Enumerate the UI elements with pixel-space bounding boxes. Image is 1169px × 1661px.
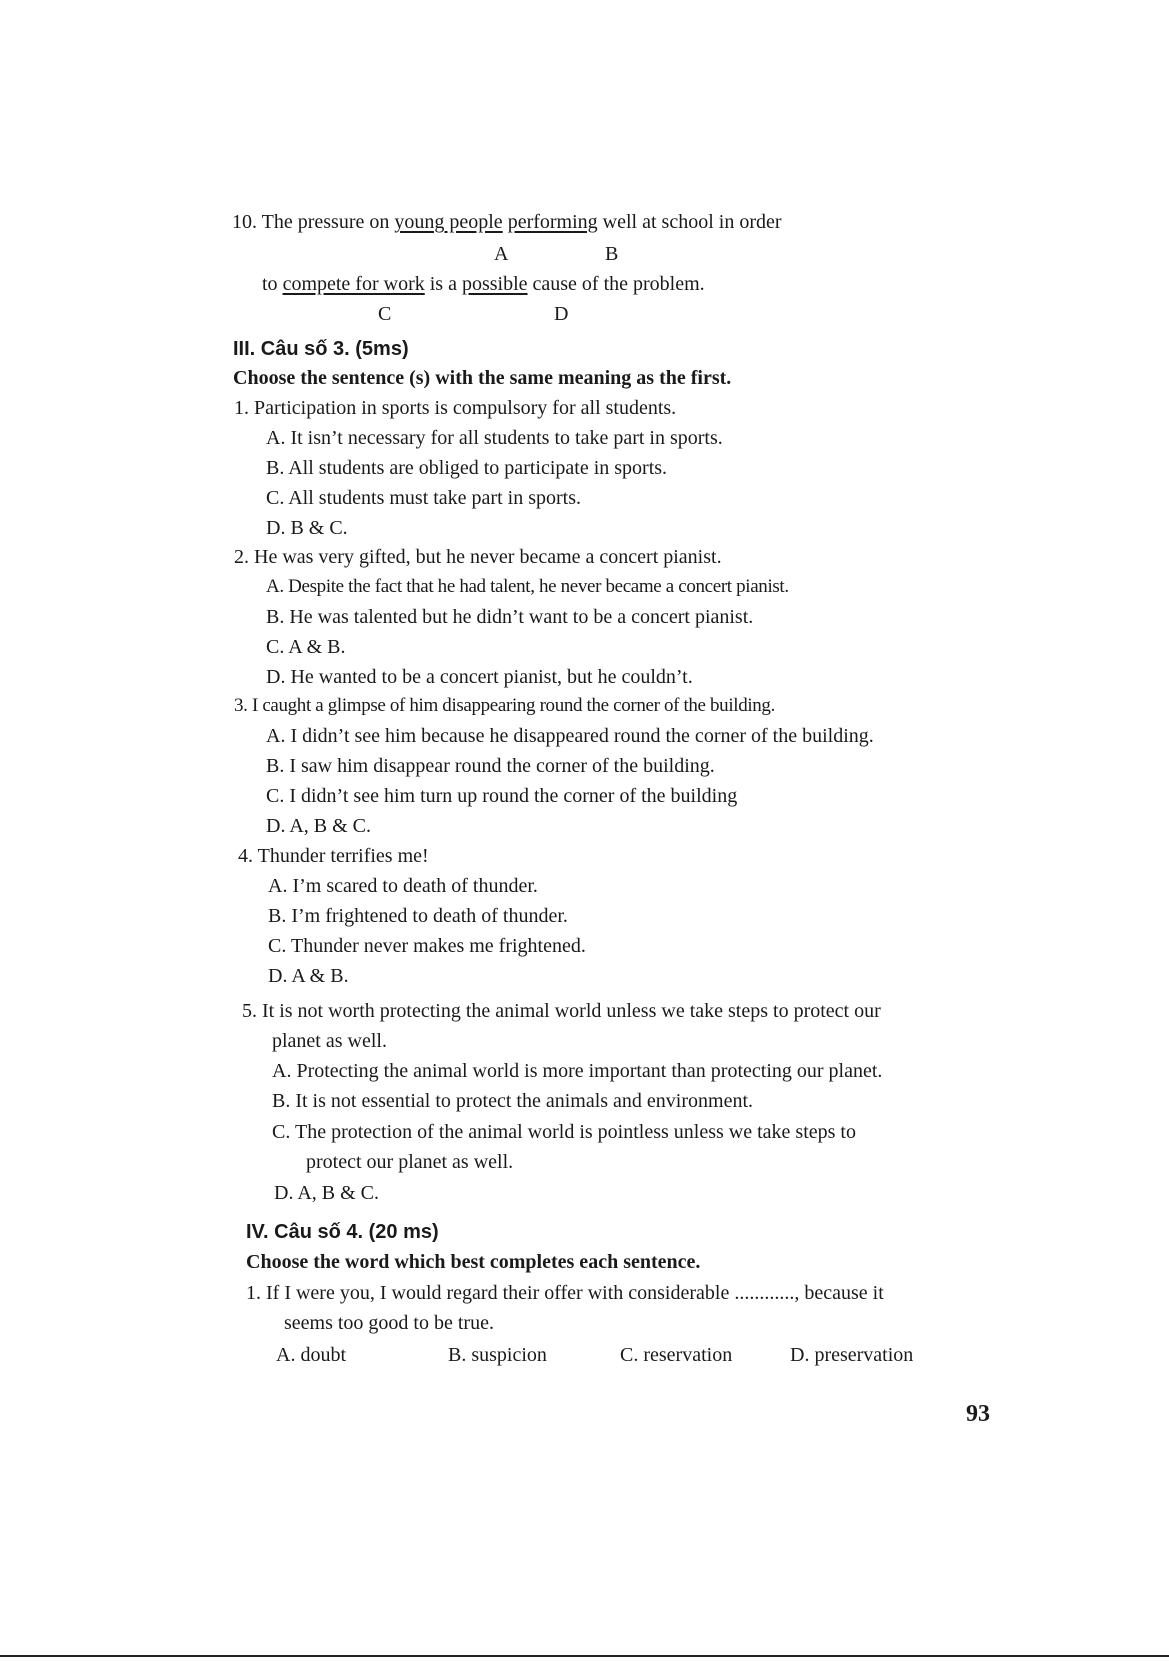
- q10-text-3: to: [262, 273, 278, 295]
- s3-q3-stem: 3. I caught a glimpse of him disappearing round the corner of the building.: [234, 695, 775, 716]
- s3-q5-option-a: A. Protecting the animal world is more important than protecting our planet.: [272, 1060, 883, 1082]
- s3-q3-option-a: A. I didn’t see him because he disappeared round the corner of the building.: [266, 725, 874, 747]
- q10-line-1: [232, 210, 782, 234]
- s3-q2-option-c: C. A & B.: [266, 636, 346, 658]
- s3-q1-option-d: D. B & C.: [266, 517, 348, 539]
- s4-q1-option-d: D. preservation: [790, 1344, 914, 1366]
- q10-segment-c: compete for work: [282, 273, 425, 295]
- s3-q1-stem: 1. Participation in sports is compulsory for all students.: [234, 397, 677, 419]
- s3-q4-option-d: D. A & B.: [268, 965, 349, 987]
- q10-text-4: is a: [429, 273, 457, 295]
- s3-q2-stem: 2. He was very gifted, but he never became a concert pianist.: [234, 546, 722, 568]
- s3-q4-option-c: C. Thunder never makes me frightened.: [268, 935, 586, 957]
- s3-q2-option-b: B. He was talented but he didn’t want to be a concert pianist.: [266, 606, 754, 628]
- q10-segment-d: possible: [461, 273, 528, 295]
- s4-q1-stem-line-1: 1. If I were you, I would regard their offer with considerable ............, because it: [246, 1282, 884, 1304]
- s3-q3-option-c: C. I didn’t see him turn up round the corner of the building: [266, 785, 738, 807]
- section-4-instruction: Choose the word which best completes each sentence.: [246, 1251, 701, 1273]
- s3-q5-option-d: D. A, B & C.: [274, 1182, 380, 1204]
- section-4-heading: IV. Câu số 4. (20 ms): [246, 1221, 439, 1243]
- q10-text-5: cause of the problem.: [532, 273, 705, 295]
- q10-label-d: D: [554, 303, 569, 325]
- q10-line-2: [262, 272, 705, 296]
- s3-q4-stem: 4. Thunder terrifies me!: [238, 845, 429, 867]
- section-3-instruction: Choose the sentence (s) with the same meaning as the first.: [233, 367, 732, 389]
- s3-q4-option-b: B. I’m frightened to death of thunder.: [268, 905, 568, 927]
- s3-q2-option-a: A. Despite the fact that he had talent, he never became a concert pianist.: [266, 576, 789, 597]
- q10-label-b: B: [605, 243, 619, 265]
- q10-number: 10.: [232, 211, 257, 233]
- s4-q1-option-a: A. doubt: [276, 1344, 346, 1366]
- s3-q1-option-c: C. All students must take part in sports.: [266, 487, 581, 509]
- s4-q1-option-b: B. suspicion: [448, 1344, 547, 1366]
- q10-segment-a: young people: [394, 211, 503, 233]
- q10-label-c: C: [378, 303, 392, 325]
- page-bottom-edge: [0, 1655, 1169, 1657]
- s3-q1-option-a: A. It isn’t necessary for all students to take part in sports.: [266, 427, 723, 449]
- s3-q4-option-a: A. I’m scared to death of thunder.: [268, 875, 538, 897]
- s3-q3-option-d: D. A, B & C.: [266, 815, 372, 837]
- s3-q5-stem-line-2: planet as well.: [272, 1030, 387, 1052]
- s4-q1-stem-line-2: seems too good to be true.: [284, 1312, 494, 1334]
- s3-q5-stem-line-1: 5. It is not worth protecting the animal world unless we take steps to protect our: [242, 1000, 881, 1022]
- q10-segment-b: performing: [507, 211, 598, 233]
- s3-q5-option-b: B. It is not essential to protect the animals and environment.: [272, 1090, 754, 1112]
- s3-q1-option-b: B. All students are obliged to participate in sports.: [266, 457, 668, 479]
- q10-text-2: well at school in order: [602, 211, 782, 233]
- s3-q5-option-c-line-2: protect our planet as well.: [306, 1151, 514, 1173]
- s4-q1-option-c: C. reservation: [620, 1344, 733, 1366]
- q10-text-1: The pressure on: [261, 211, 390, 233]
- section-3-heading: III. Câu số 3. (5ms): [233, 338, 409, 360]
- s3-q3-option-b: B. I saw him disappear round the corner of the building.: [266, 755, 715, 777]
- s3-q2-option-d: D. He wanted to be a concert pianist, but he couldn’t.: [266, 666, 693, 688]
- q10-label-a: A: [494, 243, 509, 265]
- s3-q5-option-c-line-1: C. The protection of the animal world is pointless unless we take steps to: [272, 1121, 856, 1143]
- page-number: 93: [966, 1401, 990, 1427]
